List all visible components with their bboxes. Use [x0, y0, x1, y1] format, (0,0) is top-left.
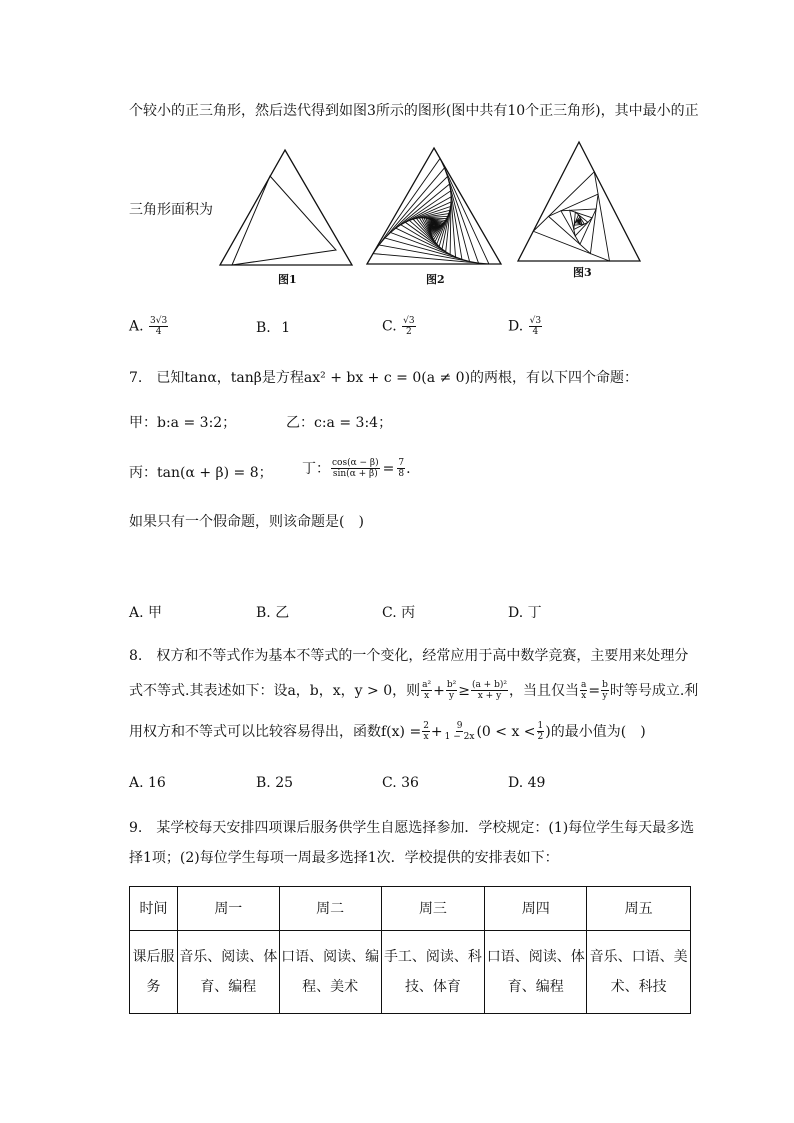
cell-mon: 音乐、阅读、体 育、编程 [177, 931, 279, 1014]
q6-option-a-label: A. [129, 318, 144, 335]
fig3-group-triangle [549, 194, 599, 254]
q6-option-c-label: C. [382, 318, 397, 335]
fig1-caption: 图1 [278, 273, 297, 286]
q6-line1: 个较小的正三角形，然后迭代得到如图3所示的图形(图中共有10个正三角形)，其中最小的正 [129, 103, 699, 119]
q6-option-a-value: $\frac{3√3}{4}$ [150, 316, 168, 337]
q8-option-a[interactable]: A. 16 [129, 775, 166, 791]
figure-3 [515, 140, 643, 280]
q6-option-c[interactable] [382, 316, 417, 337]
q6-option-b-value: 1 [281, 320, 291, 336]
schedule-row-services [130, 931, 691, 1014]
q8-line1: 8. 权方和不等式作为基本不等式的一个变化，经常应用于高中数学竞赛，主要用来处理分 [129, 648, 689, 664]
q7-proposition-bing: 丙：tan(α + β) = 8； [129, 465, 273, 481]
q9-line2: 择1项；(2)每位学生每项一周最多选择1次．学校提供的安排表如下： [129, 850, 559, 866]
q6-option-c-value: $\frac{√3}{2}$ [403, 316, 415, 337]
header-mon: 周一 [177, 887, 279, 931]
fig2-caption: 图2 [426, 273, 445, 286]
q7-stem: 7. 已知tanα，tanβ是方程ax² + bx + c = 0(a ≠ 0)的两根，有以下四个命题： [129, 370, 639, 386]
q6-option-a[interactable] [129, 316, 169, 337]
header-tue: 周二 [279, 887, 381, 931]
q6-option-d-value: $\frac{√3}{4}$ [529, 316, 542, 337]
schedule-table [129, 886, 691, 1014]
q6-option-d[interactable] [508, 316, 543, 337]
fig3-caption: 图3 [573, 266, 592, 279]
q6-line2: 三角形面积为 [129, 202, 213, 218]
header-thu: 周四 [485, 887, 587, 931]
q9-line1: 9. 某学校每天安排四项课后服务供学生自愿选择参加．学校规定：(1)每位学生每天最多选 [129, 820, 695, 836]
q8-option-c[interactable]: C. 36 [382, 775, 419, 791]
q7-option-c[interactable]: C. 丙 [382, 605, 416, 621]
q8-option-b[interactable]: B. 25 [256, 775, 294, 791]
figure-1 [218, 148, 356, 288]
q7-question: 如果只有一个假命题，则该命题是( ) [129, 514, 364, 530]
q7-proposition-ding: 丁： $\frac{\cos(\alpha - \beta)}{\sin(\alpha + \beta)}$ = $\frac{7}{8}$ . [302, 458, 411, 479]
row-label: 课后服 务 [130, 931, 178, 1014]
cell-tue: 口语、阅读、编 程、美术 [279, 931, 381, 1014]
header-fri: 周五 [587, 887, 691, 931]
q6-option-d-label: D. [508, 318, 524, 335]
figure-2 [366, 146, 504, 288]
q7-proposition-yi: 乙：c:a = 3:4； [286, 415, 393, 431]
q6-option-b[interactable] [256, 320, 290, 336]
q8-line2: 式不等式.其表述如下：设a，b，x，y > 0，则 $\frac{\text{a²}}{x}$ + $\frac{\text{b²}}{y}$ ≥ $\frac{\text{(a + b)²}}{x + y}$ ，当且仅当 $\frac{a}{x}$ = $\frac{b}{y}$ 时等号成立.利 [129, 680, 699, 701]
q6-option-b-label: B. [256, 320, 271, 336]
cell-fri: 音乐、口语、美 术、科技 [587, 931, 691, 1014]
q7-option-a[interactable]: A. 甲 [129, 605, 163, 621]
q7-option-b[interactable]: B. 乙 [256, 605, 290, 621]
q8-line3: 用权方和不等式可以比较容易得出，函数f(x) = $\frac{2}{x}$ + $\frac{9}{1 - 2x}$ (0 < x < $\frac{1}{2}$ )的最小值为( ) [129, 721, 646, 742]
q8-option-d[interactable]: D. 49 [508, 775, 546, 791]
header-time: 时间 [130, 887, 178, 931]
q7-option-d[interactable]: D. 丁 [508, 605, 542, 621]
cell-thu: 口语、阅读、体 育、编程 [485, 931, 587, 1014]
schedule-header-row [130, 887, 691, 931]
cell-wed: 手工、阅读、科 技、体育 [381, 931, 485, 1014]
header-wed: 周三 [381, 887, 485, 931]
q7-proposition-jia: 甲：b:a = 3:2； [129, 415, 237, 431]
